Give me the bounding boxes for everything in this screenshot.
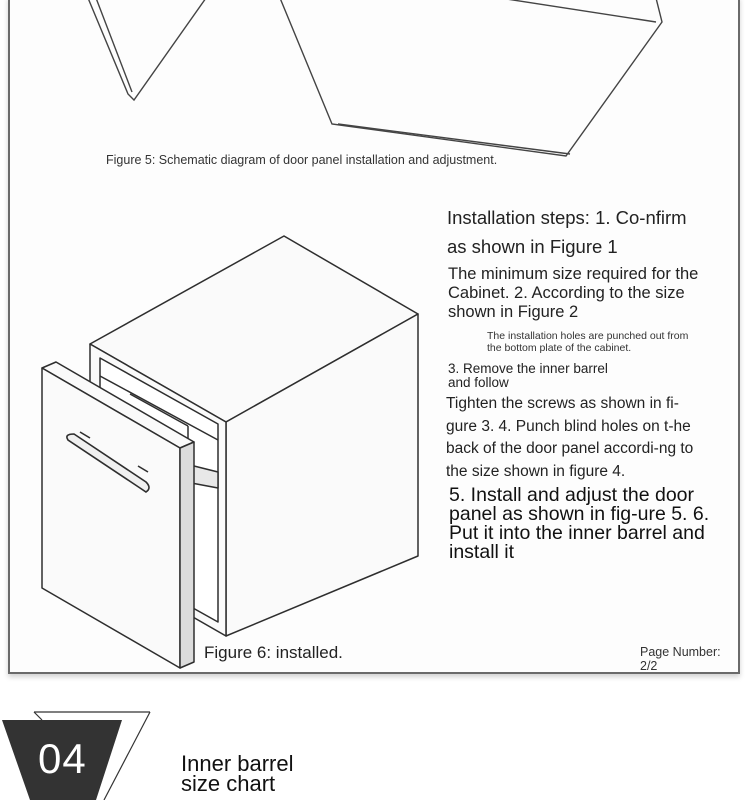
figure5-caption: Figure 5: Schematic diagram of door panel installation and adjustment. <box>106 153 498 167</box>
installation-step-3-cont: Tighten the screws as shown in fi-gure 3. 4. Punch blind holes on t-he back of the door panel accordi-ng to the size shown in figure 4. <box>446 395 694 480</box>
section-number: 04 <box>38 735 87 782</box>
page-number: Page Number: 2/2 <box>640 645 721 673</box>
installation-step-1-cont: The minimum size required for the Cabinet. 2. According to the size shown in Figure 2 <box>448 265 699 321</box>
section-title: Inner barrel size chart <box>181 751 294 796</box>
installation-step-2-note: The installation holes are punched out from the bottom plate of the cabinet. <box>487 330 689 354</box>
figure5-drawing <box>10 0 738 168</box>
figure6-caption: Figure 6: installed. <box>204 643 343 662</box>
instruction-sheet <box>8 0 740 674</box>
cabinet-drawing <box>38 226 438 671</box>
installation-step-3: 3. Remove the inner barrel and follow <box>448 361 608 390</box>
installation-step-5: 5. Install and adjust the door panel as shown in fig-ure 5. 6. Put it into the inner barrel and install it <box>449 484 710 563</box>
installation-step-1: Installation steps: 1. Co-nfirm as shown in Figure 1 <box>447 207 687 257</box>
